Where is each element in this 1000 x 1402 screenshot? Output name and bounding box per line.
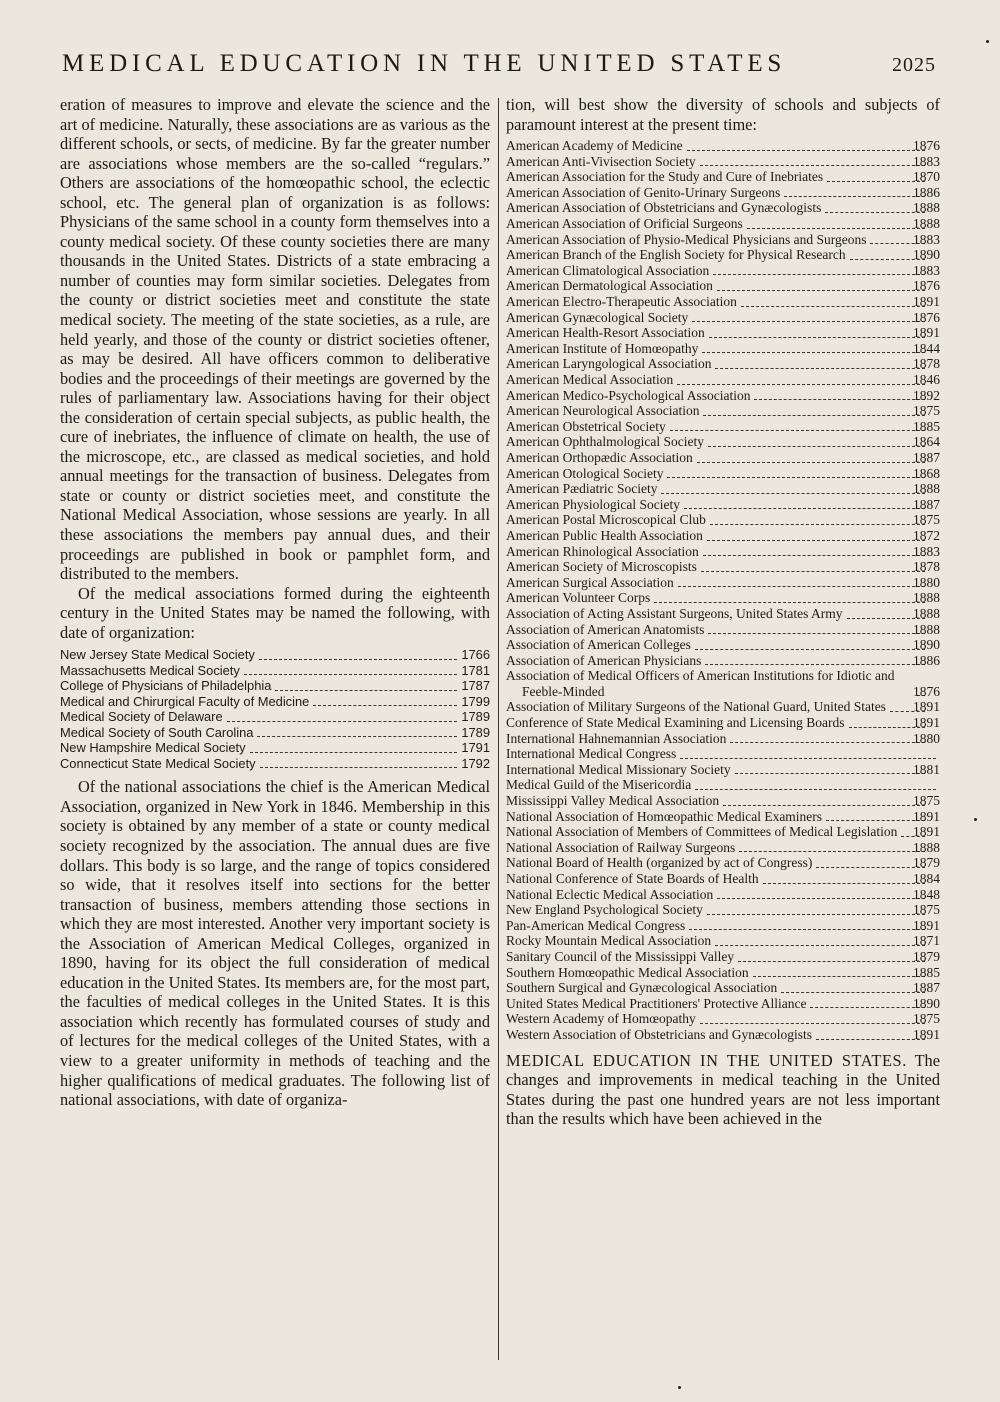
- organization-year: 1875: [913, 1011, 940, 1027]
- organization-year: 1887: [913, 449, 940, 465]
- leader-dots: [710, 524, 925, 525]
- association-name: American Otological Society: [506, 465, 664, 481]
- list-item: [506, 185, 940, 201]
- list-item: [506, 715, 940, 731]
- leader-dots: [784, 196, 925, 197]
- organization-year: 1888: [913, 481, 940, 497]
- association-name: Western Association of Obstetricians and Gynæcologists: [506, 1026, 812, 1042]
- organization-year: 1864: [913, 434, 940, 450]
- leader-dots: [250, 752, 458, 753]
- leader-dots: [677, 384, 925, 385]
- list-item: [506, 590, 940, 606]
- section-medical-education: [506, 1051, 940, 1129]
- association-name: American Association of Genito-Urinary Surgeons: [506, 184, 781, 200]
- list-item: [506, 497, 940, 513]
- paragraph-list-intro: tion, will best show the diversity of schools and subjects of paramount interest at the present time:: [506, 95, 940, 134]
- list-item: [506, 1027, 940, 1043]
- organization-year: 1875: [913, 512, 940, 528]
- list-item: [506, 902, 940, 918]
- leader-dots: [260, 767, 458, 768]
- list-item: [60, 740, 490, 756]
- organization-year: 1868: [913, 465, 940, 481]
- leader-dots: [275, 690, 457, 691]
- leader-dots: [707, 540, 925, 541]
- list-item: [506, 325, 940, 341]
- list-item: [506, 278, 940, 294]
- organization-year: 1799: [461, 693, 490, 709]
- leader-dots: [753, 976, 925, 977]
- association-name: American Pædiatric Society: [506, 481, 658, 497]
- list-item: [506, 341, 940, 357]
- leader-dots: [713, 274, 925, 275]
- leader-dots: [810, 1007, 925, 1008]
- leader-dots: [667, 477, 925, 478]
- organization-year: 1883: [913, 543, 940, 559]
- association-name: American Association of Physio-Medical Physicians and Surgeons: [506, 231, 867, 247]
- association-name: National Eclectic Medical Association: [506, 886, 714, 902]
- association-name: American Physiological Society: [506, 496, 680, 512]
- leader-dots: [738, 961, 925, 962]
- association-name: Southern Surgical and Gynæcological Association: [506, 980, 778, 996]
- list-item: [506, 809, 940, 825]
- list-item: [60, 756, 490, 772]
- leader-dots: [816, 1039, 925, 1040]
- organization-year: 1846: [913, 372, 940, 387]
- organization-year: 1870: [913, 169, 940, 185]
- leader-dots: [701, 571, 925, 572]
- leader-dots: [654, 602, 925, 603]
- leader-dots: [730, 742, 925, 743]
- leader-dots: [697, 462, 925, 463]
- association-name: American Electro-Therapeutic Association: [506, 294, 737, 310]
- list-item: [506, 996, 940, 1012]
- association-name: National Association of Members of Committees of Medical Legislation: [506, 824, 898, 840]
- list-item: [506, 154, 940, 170]
- organization-year: 1891: [913, 325, 940, 341]
- list-item: [506, 544, 940, 560]
- organization-year: 1792: [461, 755, 490, 771]
- association-name: American Surgical Association: [506, 574, 674, 590]
- list-item: [506, 247, 940, 263]
- list-item: [506, 575, 940, 591]
- list-item: [506, 356, 940, 372]
- association-name: American Volunteer Corps: [506, 590, 651, 606]
- leader-dots: [826, 820, 925, 821]
- list-item: [506, 466, 940, 482]
- association-name: American Branch of the English Society for Physical Research: [506, 247, 846, 263]
- list-item: [506, 746, 940, 762]
- list-item: [506, 731, 940, 747]
- list-item: [506, 528, 940, 544]
- leader-dots: [747, 228, 925, 229]
- association-name: American Obstetrical Society: [506, 418, 666, 434]
- list-item: [506, 434, 940, 450]
- list-item: [506, 372, 940, 388]
- list-item: [60, 709, 490, 725]
- list-item: [506, 793, 940, 809]
- list-item: [506, 419, 940, 435]
- organization-year: 1880: [913, 730, 940, 746]
- list-item: [506, 388, 940, 404]
- organization-year: 1876: [913, 309, 940, 325]
- column-divider: [498, 98, 499, 1360]
- list-item: [60, 663, 490, 679]
- organization-year: 1883: [913, 153, 940, 169]
- leader-dots: [313, 705, 457, 706]
- leader-dots: [816, 867, 925, 868]
- list-item: [60, 694, 490, 710]
- list-item: [506, 871, 940, 887]
- organization-year: 1876: [913, 138, 940, 154]
- list-item: [506, 1011, 940, 1027]
- association-name: International Medical Congress: [506, 746, 677, 762]
- organization-year: 1886: [913, 184, 940, 200]
- organization-year: 1885: [913, 964, 940, 980]
- print-speck: [678, 1386, 681, 1389]
- organization-year: 1887: [913, 496, 940, 512]
- leader-dots: [781, 992, 925, 993]
- association-name: International Medical Missionary Society: [506, 761, 731, 777]
- association-name: American Association of Obstetricians and Gynæcologists: [506, 200, 822, 216]
- association-name: American Ophthalmological Society: [506, 434, 704, 450]
- organization-year: 1888: [913, 200, 940, 216]
- leader-dots: [695, 649, 925, 650]
- list-item: [506, 933, 940, 949]
- organization-year: 1880: [913, 574, 940, 590]
- leader-dots: [717, 898, 925, 899]
- leader-dots: [709, 337, 925, 338]
- organization-year: 1875: [913, 793, 940, 809]
- association-name: New Jersey State Medical Society: [60, 647, 255, 663]
- national-associations-list: [506, 138, 940, 1042]
- list-item: [506, 200, 940, 216]
- association-name: National Association of Homœopathic Medical Examiners: [506, 808, 823, 824]
- leader-dots: [702, 352, 925, 353]
- association-name: American Orthopædic Association: [506, 449, 693, 465]
- leader-dots: [687, 150, 925, 151]
- organization-year: 1787: [461, 678, 490, 694]
- association-name: Massachusetts Medical Society: [60, 662, 240, 678]
- association-name: American Public Health Association: [506, 527, 703, 543]
- association-name: American Postal Microscopical Club: [506, 512, 706, 528]
- leader-dots: [689, 929, 925, 930]
- association-name: Association of American Colleges: [506, 637, 691, 653]
- association-name: American Health-Resort Association: [506, 325, 705, 341]
- list-item: [506, 653, 940, 669]
- association-name: National Board of Health (organized by act of Congress): [506, 855, 813, 871]
- list-item: [506, 699, 940, 715]
- list-item: [506, 887, 940, 903]
- leader-dots: [670, 430, 925, 431]
- association-name: American Rhinological Association: [506, 543, 699, 559]
- list-item: [506, 512, 940, 528]
- organization-year: 1891: [913, 824, 940, 840]
- leader-dots: [678, 586, 925, 587]
- association-name: Pan-American Medical Congress: [506, 917, 686, 933]
- association-name: New Hampshire Medical Society: [60, 740, 246, 756]
- organization-year: 1891: [913, 1026, 940, 1042]
- association-name: Association of Military Surgeons of the National Guard, United States: [506, 699, 886, 715]
- organization-year: 1885: [913, 418, 940, 434]
- organization-year: 1891: [913, 715, 940, 731]
- leader-dots: [692, 321, 925, 322]
- list-item: [506, 949, 940, 965]
- organization-year: 1888: [913, 216, 940, 232]
- running-title: MEDICAL EDUCATION IN THE UNITED STATES: [62, 50, 787, 77]
- leader-dots: [715, 945, 925, 946]
- leader-dots: [257, 736, 457, 737]
- association-name: Western Academy of Homœopathy: [506, 1011, 696, 1027]
- association-name: American Climatological Association: [506, 262, 710, 278]
- association-name: American Association for the Study and Cure of Inebriates: [506, 169, 824, 185]
- right-column: [506, 95, 940, 1129]
- association-name: American Anti-Vivisection Society: [506, 153, 696, 169]
- association-name: International Hahnemannian Association: [506, 730, 727, 746]
- section-text: The changes and improvements in medical teaching in the United States during the past one hundred years are not less important than the results which have been achieved in the: [506, 1050, 940, 1129]
- organization-year: 1888: [913, 605, 940, 621]
- list-item: [506, 762, 940, 778]
- association-name: College of Physicians of Philadelphia: [60, 678, 272, 694]
- leader-dots: [827, 181, 925, 182]
- organization-year: 1890: [913, 247, 940, 263]
- organization-year: 1844: [913, 340, 940, 356]
- association-name: New England Psychological Society: [506, 902, 703, 918]
- association-name: Rocky Mountain Medical Association: [506, 933, 712, 949]
- organization-year: 1892: [913, 387, 940, 403]
- association-name: Medical and Chirurgical Faculty of Medicine: [60, 693, 310, 709]
- association-name: Southern Homœopathic Medical Association: [506, 964, 749, 980]
- organization-year: 1879: [913, 948, 940, 964]
- association-name: Connecticut State Medical Society: [60, 755, 256, 771]
- page-number: 2025: [892, 54, 936, 76]
- organization-year: 1883: [913, 231, 940, 247]
- leader-dots: [708, 446, 925, 447]
- association-name: American Gynæcological Society: [506, 309, 689, 325]
- leader-dots: [763, 883, 925, 884]
- organization-year: 1884: [913, 871, 940, 886]
- list-item: [506, 403, 940, 419]
- leader-dots: [715, 368, 925, 369]
- list-item: [506, 606, 940, 622]
- list-item: [506, 559, 940, 575]
- list-item: [506, 824, 940, 840]
- organization-year: 1888: [913, 590, 940, 606]
- leader-dots: [825, 212, 925, 213]
- organization-year: 1876: [913, 683, 940, 699]
- organization-year: 1872: [913, 527, 940, 543]
- association-name: National Conference of State Boards of Health: [506, 871, 759, 886]
- list-item: [506, 840, 940, 856]
- association-name: American Association of Orificial Surgeons: [506, 216, 743, 232]
- leader-dots: [259, 659, 457, 660]
- association-name: American Neurological Association: [506, 403, 700, 419]
- list-item: [506, 263, 940, 279]
- organization-year: 1886: [913, 652, 940, 668]
- association-name: Mississippi Valley Medical Association: [506, 793, 720, 809]
- organization-year: 1891: [913, 917, 940, 933]
- organization-year: 1890: [913, 995, 940, 1011]
- leader-dots: [244, 674, 457, 675]
- organization-year: 1890: [913, 637, 940, 653]
- association-name: American Institute of Homœopathy: [506, 340, 699, 356]
- leader-dots: [741, 306, 925, 307]
- organization-year: 1879: [913, 855, 940, 871]
- association-name: Association of American Anatomists: [506, 621, 705, 637]
- organization-year: 1781: [461, 662, 490, 678]
- association-name: American Medico-Psychological Association: [506, 387, 751, 403]
- page-header: [62, 50, 936, 84]
- organization-year: 1789: [461, 724, 490, 740]
- association-name: Medical Guild of the Misericordia: [506, 777, 692, 793]
- organization-year: 1888: [913, 839, 940, 855]
- list-item: [506, 855, 940, 871]
- leader-dots: [703, 415, 925, 416]
- list-item: [506, 637, 940, 653]
- section-heading: MEDICAL EDUCATION IN THE UNITED STATES.: [506, 1050, 907, 1070]
- organization-year: 1888: [913, 621, 940, 637]
- organization-year: 1891: [913, 808, 940, 824]
- association-name: United States Medical Practitioners' Protective Alliance: [506, 995, 807, 1011]
- association-name: National Association of Railway Surgeons: [506, 839, 736, 855]
- organization-year: 1891: [913, 699, 940, 715]
- leader-dots: [703, 555, 925, 556]
- leader-dots: [700, 1023, 925, 1024]
- association-name: American Laryngological Association: [506, 356, 712, 372]
- leader-dots: [700, 165, 925, 166]
- organization-year: 1871: [913, 933, 940, 949]
- association-name: American Dermatological Association: [506, 278, 713, 294]
- association-name: American Medical Association: [506, 372, 674, 387]
- list-item: [506, 777, 940, 793]
- list-item: [506, 481, 940, 497]
- list-item: [506, 232, 940, 248]
- list-item: [506, 622, 940, 638]
- organization-year: 1891: [913, 294, 940, 310]
- organization-year: 1875: [913, 403, 940, 419]
- organization-year: 1766: [461, 647, 490, 663]
- organization-year: 1878: [913, 356, 940, 372]
- left-column: [60, 95, 490, 1110]
- organization-year: 1881: [913, 761, 940, 777]
- organization-year: 1876: [913, 278, 940, 294]
- list-item: [506, 169, 940, 185]
- list-item: [506, 668, 940, 699]
- organization-year: 1789: [461, 709, 490, 725]
- organization-year: 1791: [461, 740, 490, 756]
- paragraph-eighteenth-century-intro: Of the medical associations formed during the eighteenth century in the United States may be named the following, with date of organization:: [60, 583, 490, 642]
- leader-dots: [707, 914, 925, 915]
- organization-year: 1887: [913, 980, 940, 996]
- list-item: [60, 725, 490, 741]
- list-item: [506, 216, 940, 232]
- paragraph-national-associations: Of the national associations the chief is the American Medical Association, organized in New York in 1846. Membership in this society is obtained by any member of a state or county medical society recognized by the association. The annual dues are five dollars. This body is so large, and the range of topics considered so wide, that it resolves itself into sections for the better transaction of business, members attending those sections in which they are most interested. Another very important society is the Association of American Medical Colleges, organized in 1890, having for its object the full consideration of medical education in the United States. Its members are, for the most part, the faculties of medical colleges in the United States. It is this association which recently has formulated courses of study and of lectures for the medical colleges of the United States, with a view to a greater uniformity in methods of teaching and the higher qualifications of medical graduates. The following list of national associations, with date of organiza-: [60, 777, 490, 1110]
- list-item: [506, 138, 940, 154]
- leader-dots: [684, 508, 925, 509]
- association-name: Conference of State Medical Examining and Licensing Boards: [506, 715, 845, 731]
- association-name: Medical Society of Delaware: [60, 709, 223, 725]
- association-name: American Society of Microscopists: [506, 559, 697, 575]
- leader-dots: [754, 399, 925, 400]
- leader-dots: [680, 758, 936, 759]
- list-item: [506, 918, 940, 934]
- leader-dots: [739, 851, 925, 852]
- association-name: Association of Acting Assistant Surgeons, United States Army: [506, 605, 843, 621]
- list-item: [506, 310, 940, 326]
- list-item: [506, 294, 940, 310]
- leader-dots: [735, 773, 925, 774]
- association-name: Sanitary Council of the Mississippi Valley: [506, 948, 735, 964]
- list-item: [506, 980, 940, 996]
- list-item: [60, 647, 490, 663]
- eighteenth-century-associations-list: [60, 647, 490, 771]
- leader-dots: [695, 789, 936, 790]
- paragraph-associations: eration of measures to improve and elevate the science and the art of medicine. Naturally, these associations are as various as the different schools, or sects, of medicine. By far the greater number are associations whose members are the so-called “regulars.” Others are associations of the homœopathic school, the eclectic school, etc. The general plan of organization is as follows: Physicians of the same school in a county form themselves into a county medical society. Of these county societies there are many thousands in the United States. Districts of a state embracing a number of counties may form similar societies. Delegates from the county or district societies meet and constitute the state medical society. The meeting of the state societies, as a rule, are held yearly, and those of the county or district societies oftener, as may be desired. All have officers common to deliberative bodies and the proceedings of their meetings are governed by the rules of parliamentary law. Associations having for their object the consideration of certain special subjects, as public health, the cure of inebriates, the influence of climate on health, the use of the microscope, etc., are classed as medical societies, and hold annual meetings for the transaction of business. Delegates from state or county or district societies meet, and constitute the National Medical Association, whose sessions are yearly. In all these associations the members pay annual dues, and their proceedings are published in book or pamphlet form, and distributed to the members.: [60, 95, 490, 584]
- association-name: Association of American Physicians: [506, 652, 702, 668]
- print-speck: [974, 818, 977, 821]
- leader-dots: [661, 493, 925, 494]
- organization-year: 1878: [913, 559, 940, 575]
- organization-year: 1875: [913, 902, 940, 918]
- leader-dots: [705, 664, 925, 665]
- list-item: [506, 450, 940, 466]
- leader-dots: [717, 290, 925, 291]
- list-item: [506, 965, 940, 981]
- association-name: Medical Society of South Carolina: [60, 724, 254, 740]
- leader-dots: [723, 805, 925, 806]
- organization-year: 1883: [913, 262, 940, 278]
- association-name: Association of Medical Officers of American Institutions for Idiotic and Feeble-Minded: [506, 668, 895, 699]
- association-name: American Academy of Medicine: [506, 138, 683, 154]
- organization-year: 1848: [913, 886, 940, 902]
- leader-dots: [708, 633, 925, 634]
- print-speck: [986, 40, 989, 43]
- list-item: [60, 678, 490, 694]
- leader-dots: [227, 721, 458, 722]
